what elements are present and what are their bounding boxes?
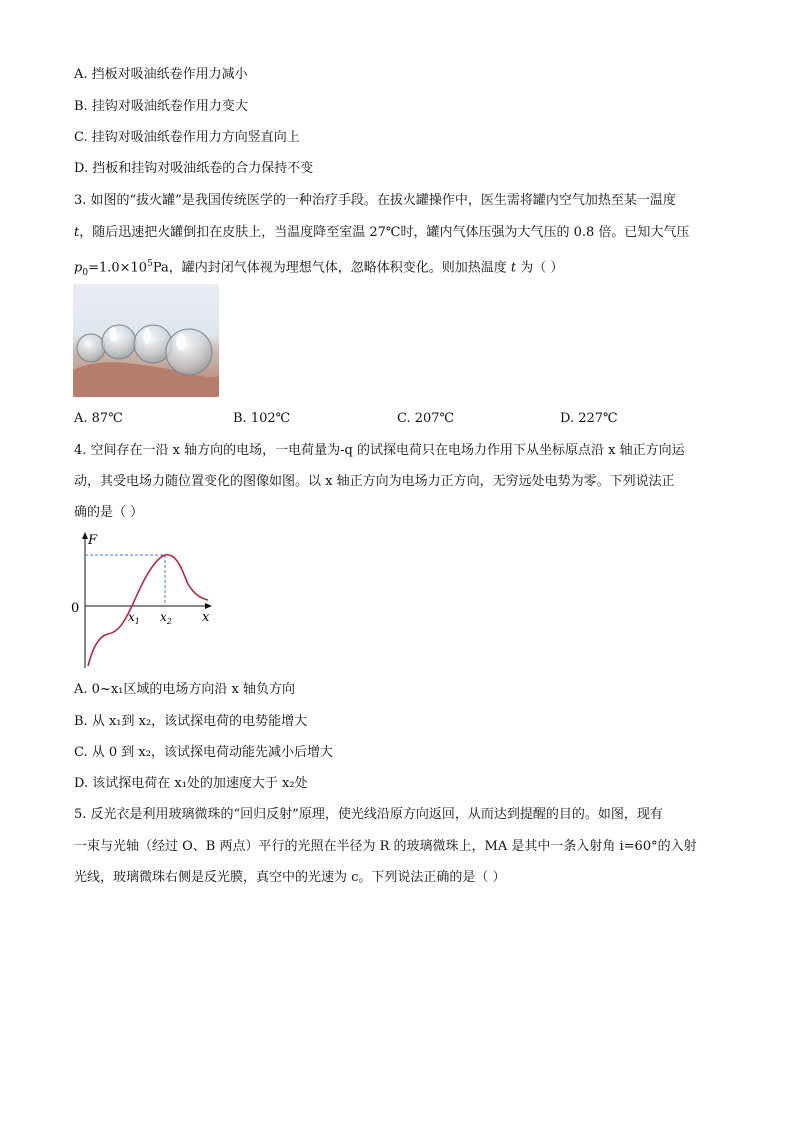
x2-label xyxy=(160,610,172,626)
q3-line2-rest: ，随后迅速把火罐倒扣在皮肤上，当温度降至室温 27℃时，罐内气体压强为大气压的 0.8 倍。已知大气压 xyxy=(79,225,690,240)
option-prev-a: A. 挡板对吸油纸卷作用力减小 xyxy=(74,67,248,82)
q3-line3-rest: Pa，罐内封闭气体视为理想气体，忽略体积变化。则加热温度 xyxy=(152,260,511,276)
x-axis-label: x xyxy=(202,610,210,625)
x-axis-arrow xyxy=(205,603,212,609)
cupping-jars-illustration xyxy=(73,284,219,397)
option-prev-d: D. 挡板和挂钩对吸油纸卷的合力保持不变 xyxy=(74,161,314,176)
q3-text-line2 xyxy=(74,224,689,242)
q4-text-line2: 动，其受电场力随位置变化的图像如图。以 x 轴正方向为电场力正方向，无穷远处电势为零。下列说法正 xyxy=(74,474,675,489)
force-curve xyxy=(88,555,208,666)
q3-text-line3 xyxy=(74,255,563,282)
q3-option-c: C. 207℃ xyxy=(397,411,455,426)
option-prev-b: B. 挂钩对吸油纸卷作用力变大 xyxy=(74,99,248,114)
q3-var-t2: t xyxy=(510,260,517,276)
q4-option-c: C. 从 0 到 x₂，该试探电荷动能先减小后增大 xyxy=(74,745,333,760)
q3-option-d: D. 227℃ xyxy=(560,411,618,426)
q3-option-a: A. 87℃ xyxy=(74,411,123,426)
q3-p-sup: 5 xyxy=(147,259,153,269)
q5-text-line1: 5. 反光衣是利用玻璃微珠的“回归反射”原理，使光线沿原方向返回，从而达到提醒的目的。如图，现有 xyxy=(74,807,663,822)
q3-option-b: B. 102℃ xyxy=(233,411,291,426)
q4-option-b: B. 从 x₁到 x₂，该试探电荷的电势能增大 xyxy=(74,714,308,729)
q4-option-d: D. 该试探电荷在 x₁处的加速度大于 x₂处 xyxy=(74,776,308,791)
x1-label xyxy=(128,610,140,626)
x1-label-main: x xyxy=(128,610,135,624)
x2-label-main: x xyxy=(160,610,167,624)
x1-label-sub: 1 xyxy=(134,617,140,626)
y-axis-label: F xyxy=(88,533,98,548)
q3-var-t: t xyxy=(74,225,80,240)
q3-line3-end: 为（ ） xyxy=(516,260,564,276)
q4-text-line3: 确的是（ ） xyxy=(74,505,144,520)
force-position-graph xyxy=(66,530,216,670)
q5-text-line2: 一束与光轴（经过 O、B 两点）平行的光照在半径为 R 的玻璃微珠上，MA 是其中一条入射角 i=60°的入射 xyxy=(74,839,697,854)
q5-text-line3: 光线，玻璃微珠右侧是反光膜，真空中的光速为 c。下列说法正确的是（ ） xyxy=(74,870,506,885)
q3-p-eq: =1.0×10 xyxy=(88,260,148,276)
q4-text-line1: 4. 空间存在一沿 x 轴方向的电场，一电荷量为-q 的试探电荷只在电场力作用下从坐标原点沿 x 轴正方向运 xyxy=(74,443,685,458)
x2-label-sub: 2 xyxy=(166,617,172,626)
option-prev-c: C. 挂钩对吸油纸卷作用力方向竖直向上 xyxy=(74,130,300,145)
cupping-photo xyxy=(73,284,219,397)
origin-label: 0 xyxy=(71,601,80,616)
q3-var-p: p xyxy=(74,260,83,276)
q4-option-a: A. 0~x₁区域的电场方向沿 x 轴负方向 xyxy=(74,682,295,697)
q3-text-line1: 3. 如图的“拔火罐”是我国传统医学的一种治疗手段。在拔火罐操作中，医生需将罐内空气加热至某一温度 xyxy=(74,193,676,208)
q3-p-sub: 0 xyxy=(82,267,89,278)
